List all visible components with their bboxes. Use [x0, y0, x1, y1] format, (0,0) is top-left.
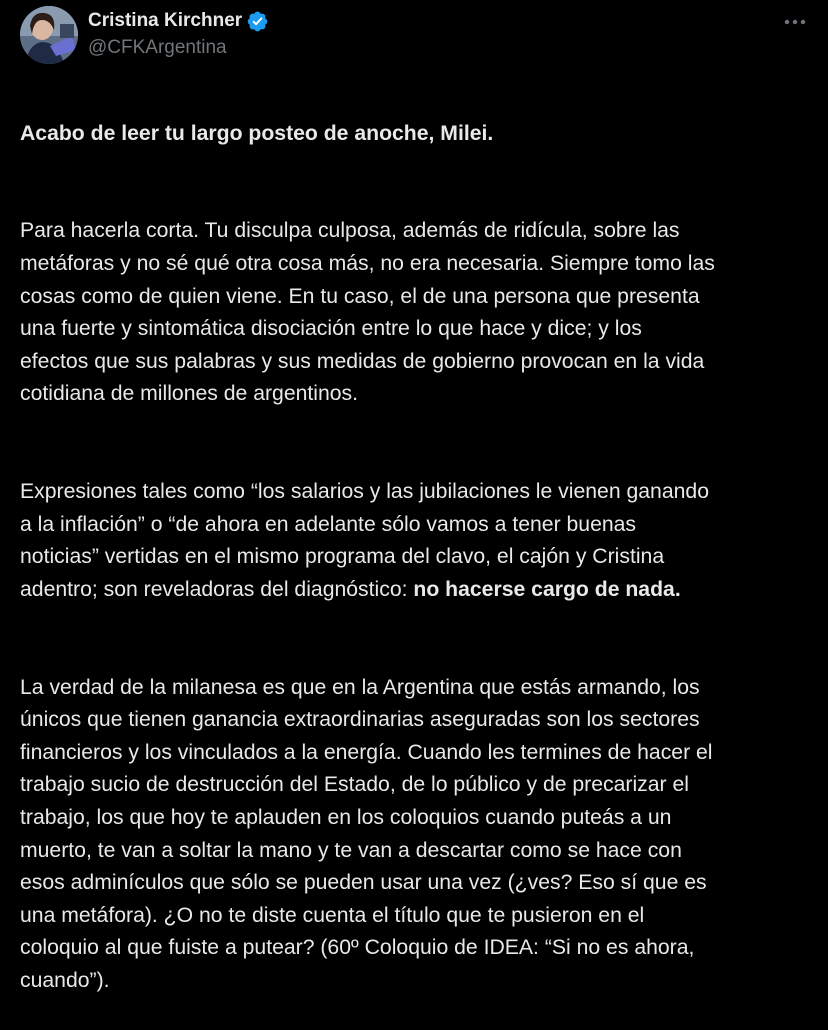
tweet-headline: Acabo de leer tu largo posteo de anoche, Milei.	[20, 121, 494, 145]
tweet-text	[20, 85, 820, 1030]
user-handle[interactable]: @CFKArgentina	[88, 37, 227, 58]
display-name[interactable]: Cristina Kirchner	[88, 10, 243, 31]
tweet-paragraph-2	[20, 476, 820, 606]
user-info	[88, 8, 269, 59]
name-row	[88, 8, 269, 34]
tweet-header	[20, 6, 810, 66]
avatar[interactable]	[20, 6, 78, 64]
tweet-paragraph-2-bold: no hacerse cargo de nada.	[413, 577, 681, 601]
tweet-paragraph-2-text: Expresiones tales como “los salarios y las jubilaciones le vienen ganando a la inflación” o “de ahora en adelante sólo vamos a tener buenas noticias” vertidas en el mismo programa del clavo, el cajón y Cristina adentro; son reveladoras del diagnóstico:	[20, 480, 709, 601]
verified-badge-icon[interactable]	[246, 10, 269, 33]
tweet-paragraph-1: Para hacerla corta. Tu disculpa culposa, además de ridícula, sobre las metáforas y no sé qué otra cosa más, no era necesaria. Siempre tomo las cosas como de quien viene. En tu caso, el de una persona que presenta una fuerte y sintomática disociación entre lo que hace y dice; y los efectos que sus palabras y sus medidas de gobierno provocan en la vida cotidiana de millones de argentinos.	[20, 219, 715, 406]
more-options-icon[interactable]	[782, 12, 808, 32]
tweet-paragraph-3: La verdad de la milanesa es que en la Argentina que estás armando, los únicos que tienen ganancia extraordinarias aseguradas son los sectores financieros y los vinculados a la energía. Cuando les termines de hacer el trabajo sucio de destrucción del Estado, de lo público y de precarizar el trabajo, los que hoy te aplauden en los coloquios cuando puteás a un muerto, te van a soltar la mano y te van a descartar como se hace con esos adminículos que sólo se pueden usar una vez (¿ves? Eso sí que es una metáfora). ¿O no te diste cuenta el título que te pusieron en el coloquio al que fuiste a putear? (60º Coloquio de IDEA: “Si no es ahora, cuando”).	[20, 675, 713, 993]
